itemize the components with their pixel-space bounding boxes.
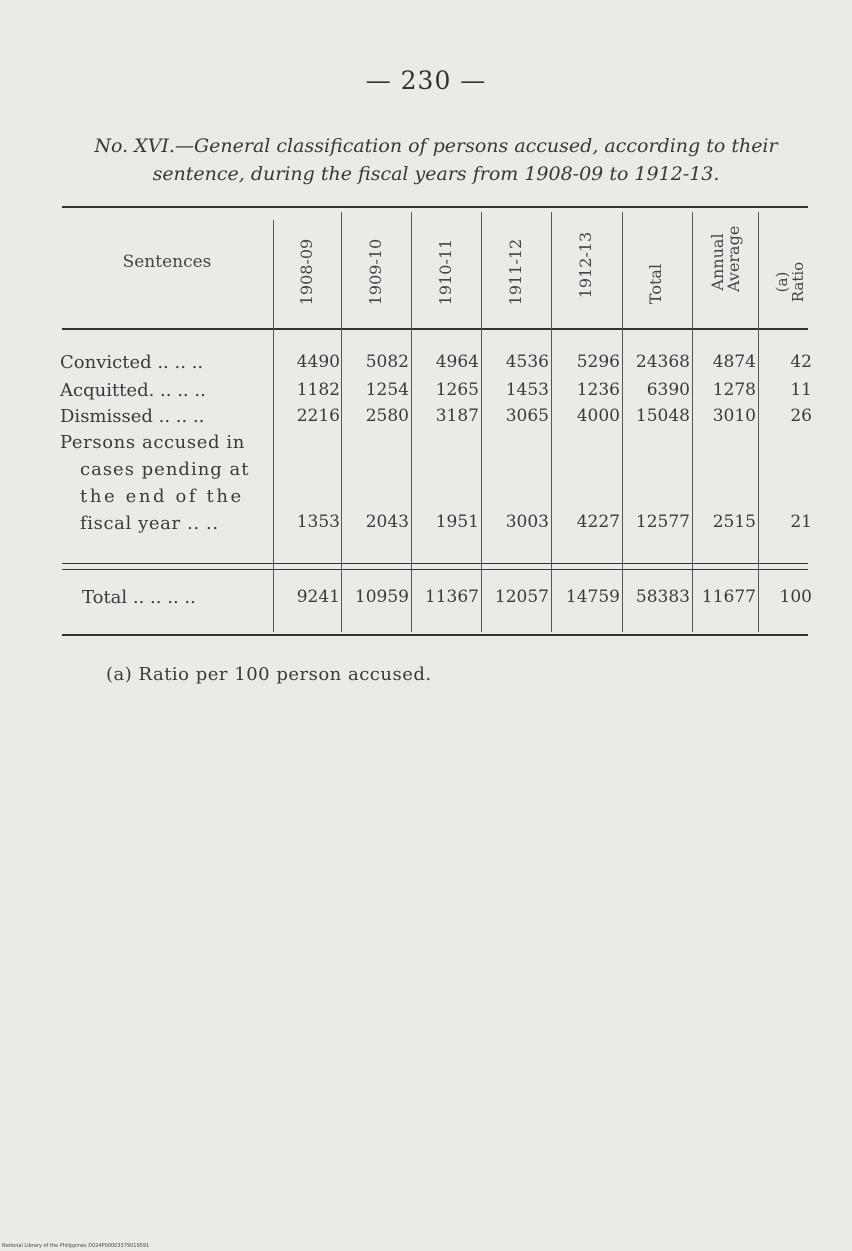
table-top-rule bbox=[62, 206, 808, 208]
row-label-acquitted: Acquitted. .. .. .. bbox=[60, 380, 206, 401]
column-divider bbox=[411, 212, 412, 632]
library-credit: National Library of the Philippines D024P00003379019591 bbox=[2, 1243, 150, 1249]
title-line-1: No. XVI.—General classification of persons accused, according to their bbox=[94, 135, 778, 157]
row-label-dismissed: Dismissed .. .. .. bbox=[60, 406, 205, 427]
table-cell: 24368 bbox=[635, 352, 690, 372]
column-divider bbox=[622, 212, 623, 632]
table-cell: 4874 bbox=[712, 352, 756, 372]
row-label-total: Total .. .. .. .. bbox=[82, 587, 196, 608]
total-cell: 58383 bbox=[635, 587, 690, 607]
header-total: Total bbox=[646, 263, 665, 305]
table-cell: 12577 bbox=[635, 512, 690, 532]
table-cell: 1182 bbox=[296, 380, 340, 400]
table-cell: 2043 bbox=[365, 512, 409, 532]
header-ratio: (a) Ratio bbox=[773, 261, 807, 303]
page-number: — 230 — bbox=[365, 66, 487, 95]
total-cell: 11677 bbox=[701, 587, 756, 607]
table-cell: 11 bbox=[790, 380, 812, 400]
header-annual-average: Annual Average bbox=[708, 225, 743, 292]
title-line-2: sentence, during the fiscal years from 1908-09 to 1912-13. bbox=[152, 163, 720, 185]
table-cell: 15048 bbox=[635, 406, 690, 426]
column-divider bbox=[692, 212, 693, 632]
table-cell: 6390 bbox=[646, 380, 690, 400]
header-1910-11: 1910-11 bbox=[436, 238, 455, 306]
row-label-convicted: Convicted .. .. .. bbox=[60, 352, 204, 373]
table-cell: 4000 bbox=[576, 406, 620, 426]
column-divider bbox=[551, 212, 552, 632]
footnote: (a) Ratio per 100 person accused. bbox=[106, 664, 432, 685]
column-divider bbox=[273, 220, 274, 632]
table-cell: 5296 bbox=[576, 352, 620, 372]
table-cell: 21 bbox=[790, 512, 812, 532]
table-cell: 3003 bbox=[505, 512, 549, 532]
table-cell: 1265 bbox=[435, 380, 479, 400]
header-bottom-rule bbox=[62, 328, 808, 330]
row-label-pending-1: Persons accused in bbox=[60, 432, 245, 453]
table-title bbox=[52, 132, 820, 188]
table-cell: 1278 bbox=[712, 380, 756, 400]
table-cell: 4964 bbox=[435, 352, 479, 372]
total-cell: 9241 bbox=[296, 587, 340, 607]
table-cell: 3065 bbox=[505, 406, 549, 426]
row-label-pending-4: fiscal year .. .. bbox=[80, 513, 219, 534]
table-bottom-rule bbox=[62, 634, 808, 636]
header-1909-10: 1909-10 bbox=[366, 238, 385, 306]
table-cell: 5082 bbox=[365, 352, 409, 372]
table-cell: 1951 bbox=[435, 512, 479, 532]
total-cell: 11367 bbox=[424, 587, 479, 607]
header-1911-12: 1911-12 bbox=[506, 238, 525, 306]
total-cell: 14759 bbox=[565, 587, 620, 607]
table-cell: 1453 bbox=[505, 380, 549, 400]
table-cell: 2216 bbox=[296, 406, 340, 426]
column-divider bbox=[758, 212, 759, 632]
column-divider bbox=[341, 212, 342, 632]
table-cell: 4490 bbox=[296, 352, 340, 372]
table-cell: 4227 bbox=[576, 512, 620, 532]
table-cell: 2515 bbox=[712, 512, 756, 532]
table-cell: 3187 bbox=[435, 406, 479, 426]
header-sentences: Sentences bbox=[122, 252, 212, 272]
table-cell: 3010 bbox=[712, 406, 756, 426]
total-top-rule bbox=[62, 569, 808, 570]
total-cell: 10959 bbox=[354, 587, 409, 607]
column-divider bbox=[481, 212, 482, 632]
header-1912-13: 1912-13 bbox=[576, 231, 595, 299]
table-cell: 26 bbox=[790, 406, 812, 426]
total-cell: 12057 bbox=[494, 587, 549, 607]
total-cell: 100 bbox=[779, 587, 812, 607]
body-bottom-rule bbox=[62, 563, 808, 564]
table-cell: 42 bbox=[790, 352, 812, 372]
table-cell: 4536 bbox=[505, 352, 549, 372]
row-label-pending-2: cases pending at bbox=[80, 459, 250, 480]
row-label-pending-3: the end of the bbox=[80, 486, 244, 507]
header-1908-09: 1908-09 bbox=[297, 238, 316, 306]
table-cell: 2580 bbox=[365, 406, 409, 426]
table-cell: 1353 bbox=[296, 512, 340, 532]
table-cell: 1254 bbox=[365, 380, 409, 400]
table-cell: 1236 bbox=[576, 380, 620, 400]
